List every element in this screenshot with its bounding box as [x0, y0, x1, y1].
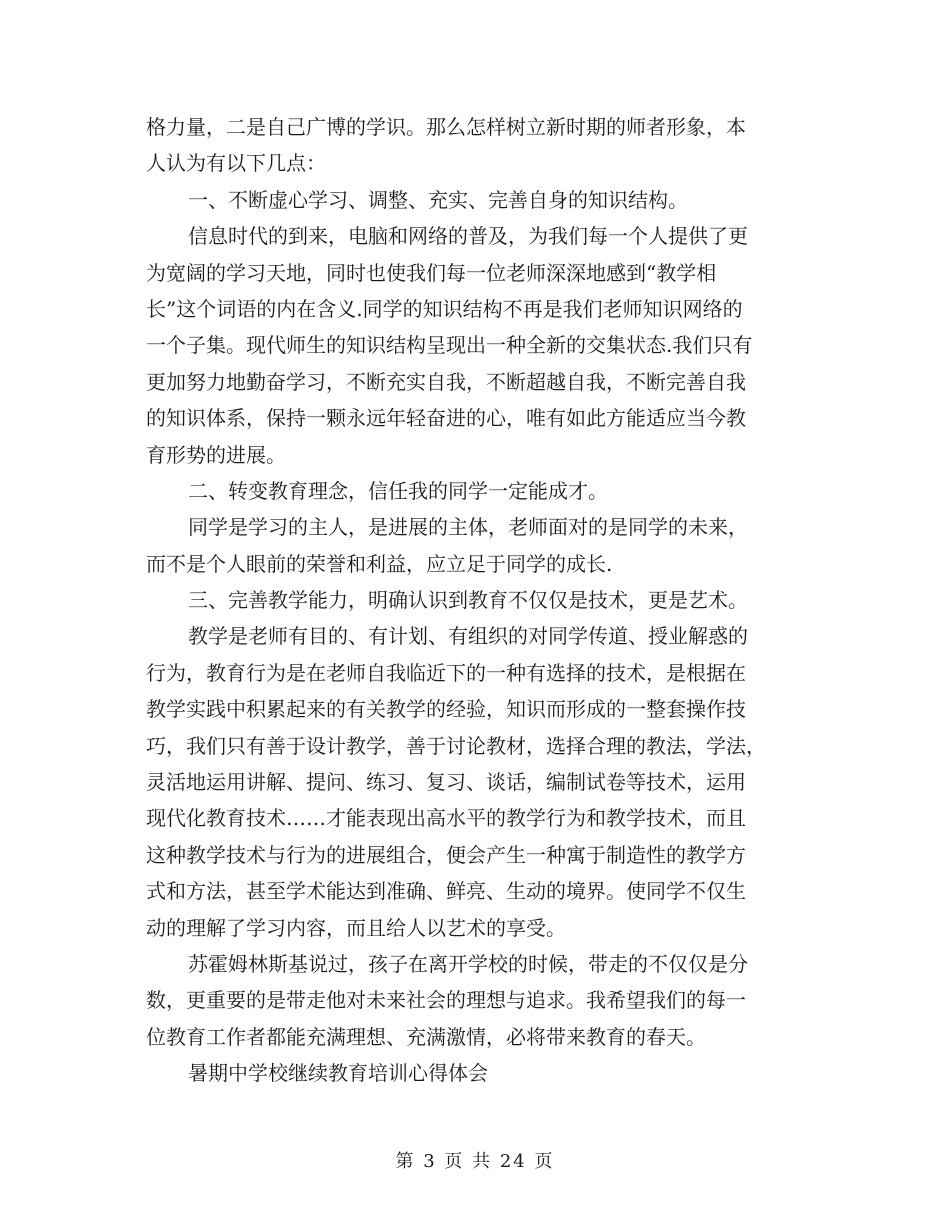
- text-line: 人认为有以下几点：: [146, 151, 326, 176]
- text-line: 现代化教育技术……才能表现出高水平的教学行为和教学技术，而且: [146, 806, 746, 831]
- text-line: 灵活地运用讲解、提问、练习、复习、谈话，编制试卷等技术，运用: [146, 770, 746, 795]
- text-line: 育形势的进展。: [146, 442, 286, 467]
- text-line: 教学实践中积累起来的有关教学的经验，知识而形成的一整套操作技: [146, 697, 746, 722]
- text-line: 为宽阔的学习天地，同时也使我们每一位老师深深地感到“教学相: [146, 260, 717, 285]
- text-line: 数，更重要的是带走他对未来社会的理想与追求。我希望我们的每一: [146, 988, 746, 1013]
- page-number-footer: 第 3 页 共 24 页: [395, 1151, 555, 1172]
- text-line: 而不是个人眼前的荣誉和利益，应立足于同学的成长.: [146, 551, 613, 576]
- text-line: 巧，我们只有善于设计教学，善于讨论教材，选择合理的教法，学法，: [146, 733, 766, 758]
- text-line: 一、不断虚心学习、调整、充实、完善自身的知识结构。: [188, 187, 688, 212]
- text-line: 三、完善教学能力，明确认识到教育不仅仅是技术，更是艺术。: [188, 588, 748, 613]
- text-line: 长”这个词语的内在含义.同学的知识结构不再是我们老师知识网络的: [146, 296, 743, 321]
- text-line: 一个子集。现代师生的知识结构呈现出一种全新的交集状态.我们只有: [146, 333, 753, 358]
- text-line: 苏霍姆林斯基说过，孩子在离开学校的时候，带走的不仅仅是分: [188, 951, 748, 976]
- text-line: 信息时代的到来，电脑和网络的普及，为我们每一个人提供了更: [188, 224, 748, 249]
- text-line: 格力量，二是自己广博的学识。那么怎样树立新时期的师者形象，本: [146, 115, 746, 139]
- text-line: 教学是老师有目的、有计划、有组织的对同学传道、授业解惑的: [188, 624, 748, 649]
- text-line: 同学是学习的主人，是进展的主体，老师面对的是同学的未来，: [188, 515, 748, 540]
- text-line: 行为，教育行为是在老师自我临近下的一种有选择的技术，是根据在: [146, 660, 746, 685]
- text-line: 二、转变教育理念，信任我的同学一定能成才。: [188, 478, 608, 503]
- text-line: 式和方法，甚至学术能达到准确、鲜亮、生动的境界。使同学不仅生: [146, 879, 746, 904]
- text-line: 这种教学技术与行为的进展组合，便会产生一种寓于制造性的教学方: [146, 842, 746, 867]
- document-body: [146, 109, 814, 1092]
- text-line: 动的理解了学习内容，而且给人以艺术的享受。: [146, 915, 566, 940]
- text-line: 更加努力地勤奋学习，不断充实自我，不断超越自我，不断完善自我: [146, 369, 746, 394]
- text-line: 位教育工作者都能充满理想、充满激情，必将带来教育的春天。: [146, 1024, 706, 1049]
- text-line: 的知识体系，保持一颗永远年轻奋进的心，唯有如此方能适应当今教: [146, 406, 746, 431]
- text-line: 暑期中学校继续教育培训心得体会: [188, 1061, 488, 1086]
